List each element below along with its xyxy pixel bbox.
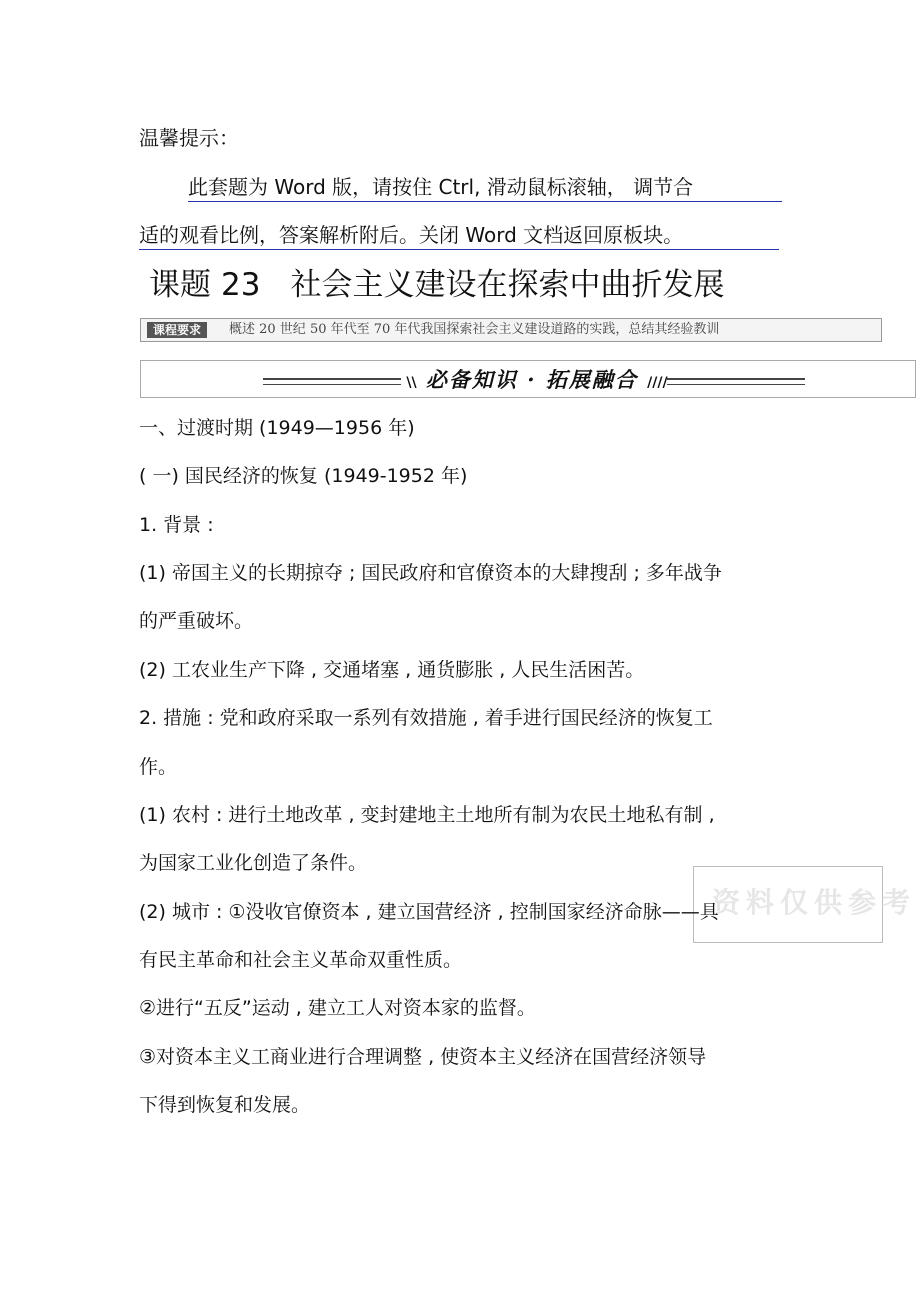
paragraph-line: ②进行“五反”运动 , 建立工人对资本家的监督。 [139,997,536,1019]
paragraph-line: 作。 [139,756,178,778]
paragraph-line: 的严重破坏。 [139,610,254,632]
lesson-prefix: 课题 [149,267,211,303]
course-requirement-text: 概述 20 世纪 50 年代至 70 年代我国探索社会主义建设道路的实践，总结其经验教训 [229,322,720,337]
lesson-number: 23 [221,267,261,303]
banner-title-text: 必备知识 · 拓展融合 [425,367,638,392]
paragraph-line: (1) 农村 : 进行土地改革 , 变封建地主土地所有制为农民土地私有制 , [139,804,715,826]
lesson-title-text: 社会主义建设在探索中曲折发展 [290,267,725,303]
hint-line-2: 适的观看比例，答案解析附后。关闭 Word 文档返回原板块。 [139,223,779,250]
paragraph-line: (2) 工农业生产下降 , 交通堵塞 , 通货膨胀 , 人民生活困苦。 [139,659,645,681]
banner-left-marks: \\ [406,375,417,391]
banner-right-marks: //// [647,375,668,391]
paragraph-background-label: 1. 背景 : [139,514,214,536]
banner-rule-left [263,378,401,385]
hint-line-1: 此套题为 Word 版，请按住 Ctrl, 滑动鼠标滚轴， 调节合 [188,175,782,202]
banner-rule-right [667,378,805,385]
watermark-text: 资料仅供参考 [712,886,917,919]
paragraph-line: (2) 城市 : ①没收官僚资本 , 建立国营经济 , 控制国家经济命脉——具 [139,901,719,923]
watermark-box [693,866,917,943]
paragraph-line: ③对资本主义工商业进行合理调整 , 使资本主义经济在国营经济领导 [139,1046,707,1068]
paragraph-line: 下得到恢复和发展。 [139,1094,311,1116]
lesson-title [149,265,724,305]
paragraph-measures-label: 2. 措施 : 党和政府采取一系列有效措施 , 着手进行国民经济的恢复工 [139,707,713,729]
course-requirement-bar [140,318,882,342]
course-requirement-label: 课程要求 [147,322,207,338]
section-banner [140,360,916,398]
section-banner-title [397,366,677,397]
hint-title: 温馨提示： [139,126,239,150]
paragraph-line: (1) 帝国主义的长期掠夺 ; 国民政府和官僚资本的大肆搜刮 ; 多年战争 [139,562,722,584]
paragraph-heading-1: 一、过渡时期 (1949—1956 年) [139,417,415,439]
paragraph-line: 有民主革命和社会主义革命双重性质。 [139,949,463,971]
paragraph-line: 为国家工业化创造了条件。 [139,852,368,874]
paragraph-subheading-1: ( 一) 国民经济的恢复 (1949-1952 年) [139,465,468,487]
